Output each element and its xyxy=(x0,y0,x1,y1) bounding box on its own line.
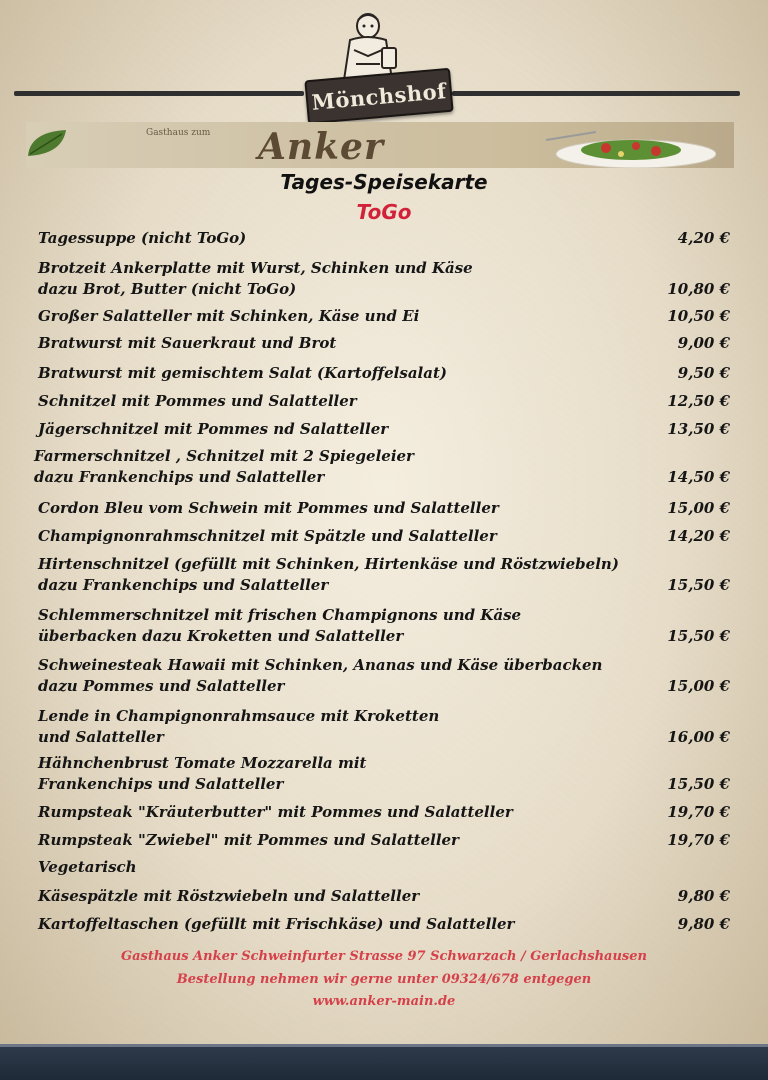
menu-item-price: 15,50 € xyxy=(667,627,730,645)
brewery-logo-text: Mönchshof xyxy=(310,77,448,115)
page-title: Tages-Speisekarte xyxy=(280,170,488,194)
menu-item-name: Bratwurst mit gemischtem Salat (Kartoffelsalat) xyxy=(38,364,447,382)
menu-section-name: Vegetarisch xyxy=(38,858,137,876)
menu-item-price: 15,50 € xyxy=(667,576,730,594)
menu-item xyxy=(38,228,730,249)
menu-item-price: 13,50 € xyxy=(667,420,730,438)
menu-item-name: Großer Salatteller mit Schinken, Käse und Ei xyxy=(38,307,420,325)
menu-item-name: Tagessuppe (nicht ToGo) xyxy=(38,229,247,247)
menu-item-price: 9,00 € xyxy=(677,334,730,352)
menu-item-name: Käsespätzle mit Röstzwiebeln und Salatteller xyxy=(38,887,420,905)
menu-item xyxy=(38,706,730,748)
menu-item-price: 9,80 € xyxy=(677,915,730,933)
salad-plate-icon xyxy=(526,124,716,168)
menu-item xyxy=(38,419,730,440)
menu-section-heading xyxy=(38,857,730,878)
menu-item-name: Lende in Champignonrahmsauce mit Kroketten und Salatteller xyxy=(38,707,440,746)
menu-item xyxy=(38,363,730,384)
menu-item xyxy=(38,333,730,354)
menu-item xyxy=(38,802,730,823)
menu-item-name: Champignonrahmschnitzel mit Spätzle und Salatteller xyxy=(38,527,497,545)
leaf-icon xyxy=(26,126,70,160)
menu-item-price: 10,80 € xyxy=(667,280,730,298)
menu-item-price: 19,70 € xyxy=(667,803,730,821)
menu-item xyxy=(38,886,730,907)
menu-item xyxy=(38,830,730,851)
menu-item-name: Rumpsteak "Kräuterbutter" mit Pommes und Salatteller xyxy=(38,803,513,821)
menu-item-name: Schnitzel mit Pommes und Salatteller xyxy=(38,392,357,410)
banner-subtitle: Gasthaus zum xyxy=(146,128,211,138)
menu-item xyxy=(38,554,730,596)
menu-item-price: 12,50 € xyxy=(667,392,730,410)
menu-item-price: 9,80 € xyxy=(677,887,730,905)
banner-restaurant-name: Anker xyxy=(258,126,384,168)
menu-item-price: 15,00 € xyxy=(667,677,730,695)
header-rule-left xyxy=(14,91,304,96)
menu-item-name: Hirtenschnitzel (gefüllt mit Schinken, Hirtenkäse und Röstzwiebeln) dazu Frankenchips und Salatteller xyxy=(38,555,619,594)
menu-item-price: 15,50 € xyxy=(667,775,730,793)
menu-item-name: Hähnchenbrust Tomate Mozzarella mit Frankenchips und Salatteller xyxy=(38,754,367,793)
menu-item-price: 15,00 € xyxy=(667,499,730,517)
menu-item-name: Bratwurst mit Sauerkraut und Brot xyxy=(38,334,337,352)
menu-item-name: Farmerschnitzel , Schnitzel mit 2 Spiegeleier dazu Frankenchips und Salatteller xyxy=(34,447,414,486)
page-subtitle: ToGo xyxy=(356,200,412,224)
header-rule-right xyxy=(452,91,740,96)
menu-item-price: 9,50 € xyxy=(677,364,730,382)
menu-item xyxy=(38,914,730,935)
footer-website[interactable]: www.anker-main.de xyxy=(312,994,456,1009)
menu-item xyxy=(38,605,730,647)
menu-item xyxy=(38,526,730,547)
menu-item xyxy=(34,446,730,488)
menu-item xyxy=(38,498,730,519)
menu-item-name: Schlemmerschnitzel mit frischen Champignons und Käse überbacken dazu Kroketten und Salatteller xyxy=(38,606,522,645)
brewery-logo xyxy=(304,68,453,125)
menu-item-name: Kartoffeltaschen (gefüllt mit Frischkäse) und Salatteller xyxy=(38,915,515,933)
menu-item xyxy=(38,655,730,697)
menu-item-price: 19,70 € xyxy=(667,831,730,849)
footer-address: Gasthaus Anker Schweinfurter Strasse 97 Schwarzach / Gerlachshausen xyxy=(121,949,647,964)
menu-item-name: Schweinesteak Hawaii mit Schinken, Ananas und Käse überbacken dazu Pommes und Salatteller xyxy=(38,656,603,695)
menu-item-name: Jägerschnitzel mit Pommes nd Salatteller xyxy=(38,420,389,438)
menu-item-name: Brotzeit Ankerplatte mit Wurst, Schinken und Käse dazu Brot, Butter (nicht ToGo) xyxy=(38,259,473,298)
menu-item-name: Rumpsteak "Zwiebel" mit Pommes und Salatteller xyxy=(38,831,459,849)
menu-item xyxy=(38,306,730,327)
menu-item-price: 16,00 € xyxy=(667,728,730,746)
menu-item-price: 14,20 € xyxy=(667,527,730,545)
menu-item-price: 10,50 € xyxy=(667,307,730,325)
menu-item xyxy=(38,391,730,412)
menu-item xyxy=(38,753,730,795)
menu-item-price: 14,50 € xyxy=(667,468,730,486)
restaurant-banner xyxy=(26,122,734,168)
menu-item xyxy=(38,258,730,300)
bottom-border-bar xyxy=(0,1044,768,1080)
menu-item-price: 4,20 € xyxy=(677,229,730,247)
footer-order-info: Bestellung nehmen wir gerne unter 09324/678 entgegen xyxy=(176,972,592,987)
menu-item-name: Cordon Bleu vom Schwein mit Pommes und Salatteller xyxy=(38,499,499,517)
